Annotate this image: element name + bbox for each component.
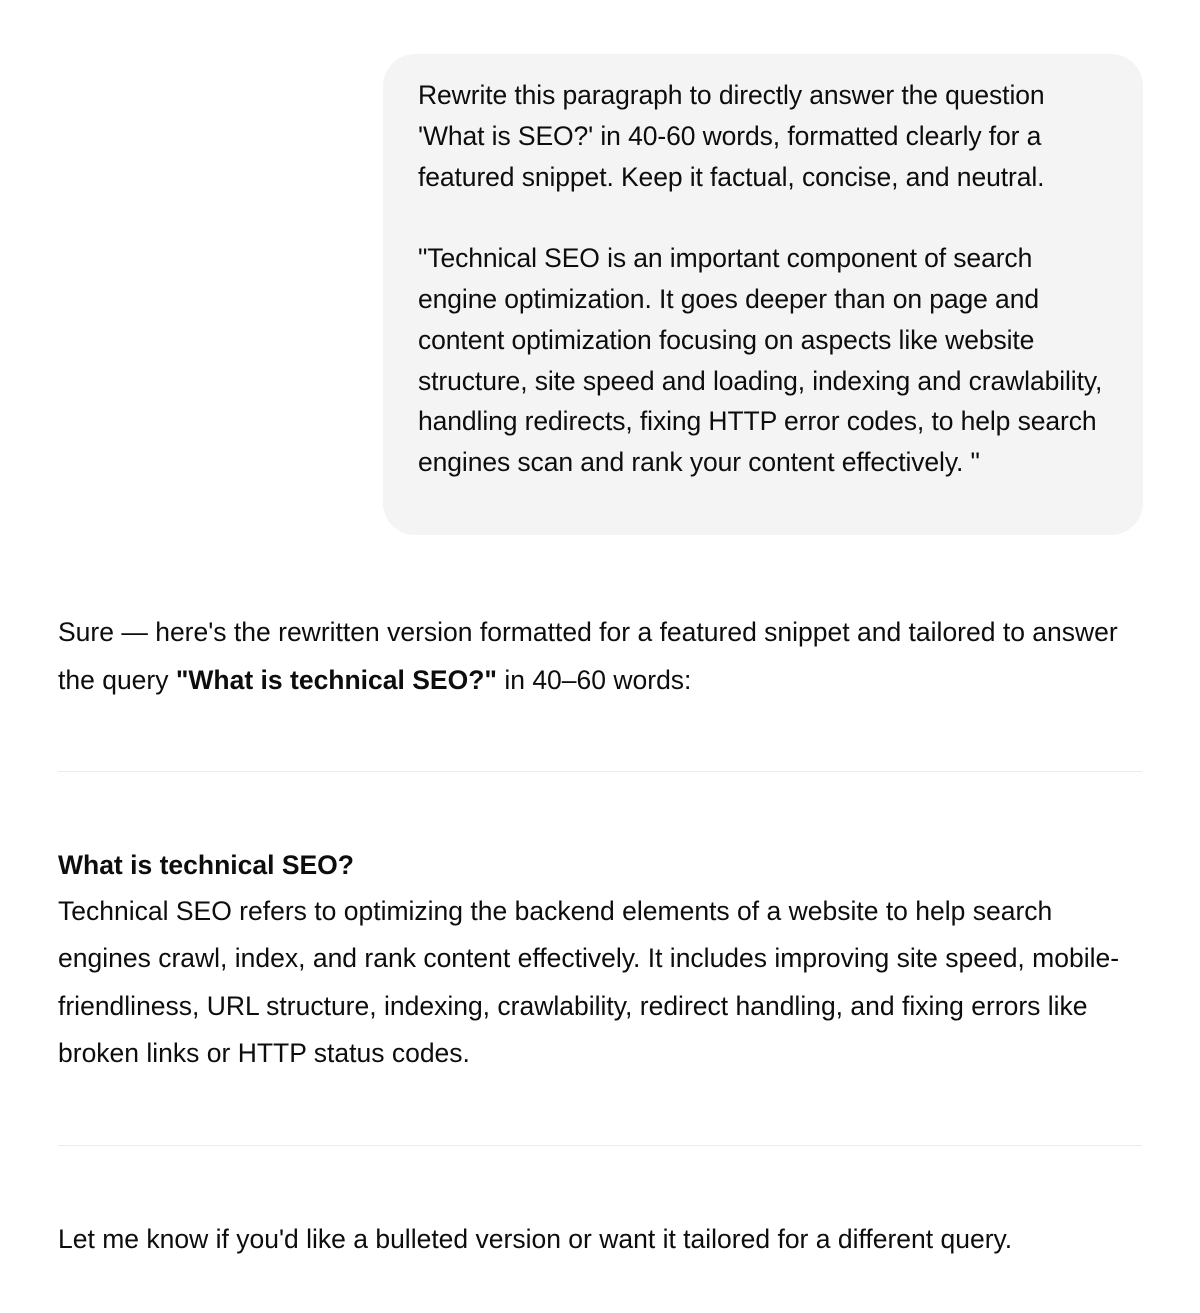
assistant-outro: Let me know if you'd like a bulleted version or want it tailored for a different query. (58, 1224, 1013, 1254)
assistant-intro-text: Sure — here's the rewritten version formatted for a featured snippet and tailored to answer the query (58, 617, 1118, 695)
snippet-heading: What is technical SEO? (58, 850, 354, 880)
user-message-bubble (383, 54, 1143, 535)
snippet-body: Technical SEO refers to optimizing the backend elements of a website to help search engines crawl, index, and rank content effectively. It includes improving site speed, mobile-friendliness, URL structure, indexing, crawlability, redirect handling, and fixing errors like broken links or HTTP status codes. (58, 896, 1120, 1068)
assistant-intro-query: "What is technical SEO?" (175, 665, 497, 695)
divider (58, 1145, 1142, 1146)
assistant-intro (58, 608, 1148, 704)
divider (58, 771, 1142, 772)
user-instruction-text: Rewrite this paragraph to directly answer the question 'What is SEO?' in 40-60 words, formatted clearly for a featured snippet. Keep it factual, concise, and neutral. (418, 80, 1052, 192)
assistant-intro-suffix: in 40–60 words: (496, 665, 692, 695)
user-quoted-paragraph: "Technical SEO is an important component of search engine optimization. It goes deeper than on page and content optimization focusing on aspects like website structure, site speed and loading, indexing and crawlability, handling redirects, fixing HTTP error codes, to help search engines scan and rank your content effectively. " (418, 243, 1110, 478)
